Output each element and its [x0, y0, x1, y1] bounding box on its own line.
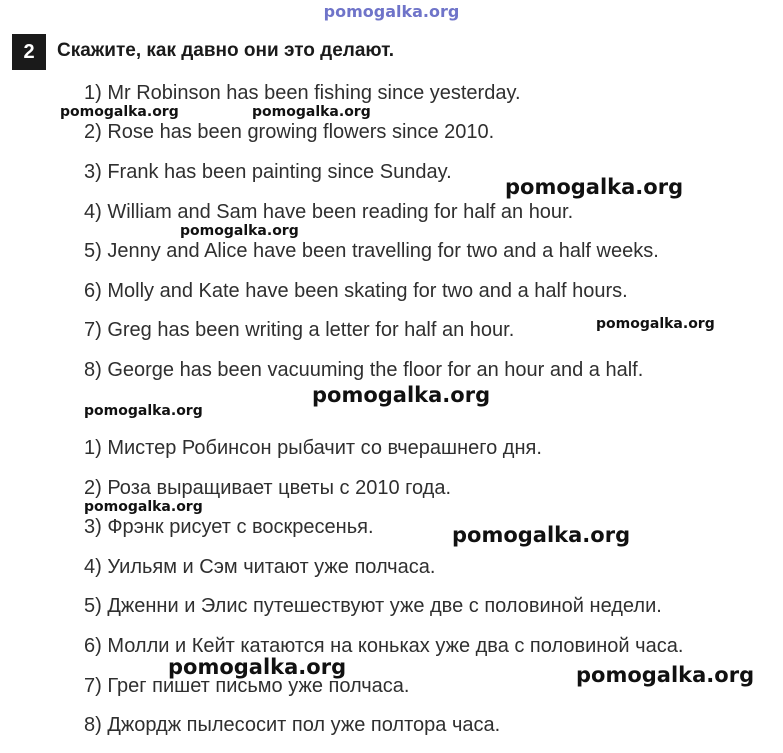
- english-sentence-3: 3) Frank has been painting since Sunday.: [84, 161, 452, 183]
- watermark: pomogalka.org: [252, 104, 371, 120]
- english-sentence-6: 6) Molly and Kate have been skating for two and a half hours.: [84, 280, 628, 302]
- russian-sentence-1: 1) Мистер Робинсон рыбачит со вчерашнего дня.: [84, 437, 542, 459]
- english-sentence-2: 2) Rose has been growing flowers since 2010.: [84, 121, 495, 143]
- russian-sentence-7: 7) Грег пишет письмо уже полчаса.: [84, 675, 410, 697]
- english-sentence-1: 1) Mr Robinson has been fishing since yesterday.: [84, 82, 521, 104]
- task-number-badge: 2: [12, 34, 46, 70]
- watermark: pomogalka.org: [452, 523, 631, 547]
- watermark: pomogalka.org: [312, 383, 491, 407]
- watermark: pomogalka.org: [60, 104, 179, 120]
- russian-sentence-8: 8) Джордж пылесосит пол уже полтора часа.: [84, 714, 501, 736]
- watermark: pomogalka.org: [596, 316, 715, 332]
- russian-sentence-6: 6) Молли и Кейт катаются на коньках уже два с половиной часа.: [84, 635, 684, 657]
- watermark: pomogalka.org: [168, 655, 347, 679]
- english-sentence-7: 7) Greg has been writing a letter for half an hour.: [84, 319, 515, 341]
- english-sentence-5: 5) Jenny and Alice have been travelling for two and a half weeks.: [84, 240, 659, 262]
- top-watermark: pomogalka.org: [323, 2, 460, 21]
- watermark: pomogalka.org: [180, 223, 299, 239]
- watermark: pomogalka.org: [576, 663, 755, 687]
- watermark: pomogalka.org: [84, 403, 203, 419]
- watermark: pomogalka.org: [505, 175, 684, 199]
- russian-sentence-5: 5) Дженни и Элис путешествуют уже две с половиной недели.: [84, 595, 662, 617]
- russian-sentence-4: 4) Уильям и Сэм читают уже полчаса.: [84, 556, 436, 578]
- english-sentence-8: 8) George has been vacuuming the floor for an hour and a half.: [84, 359, 644, 381]
- english-sentence-4: 4) William and Sam have been reading for half an hour.: [84, 201, 574, 223]
- russian-sentence-3: 3) Фрэнк рисует с воскресенья.: [84, 516, 374, 538]
- watermark: pomogalka.org: [84, 499, 203, 515]
- task-title: Скажите, как давно они это делают.: [57, 40, 395, 61]
- russian-sentence-2: 2) Роза выращивает цветы с 2010 года.: [84, 477, 452, 499]
